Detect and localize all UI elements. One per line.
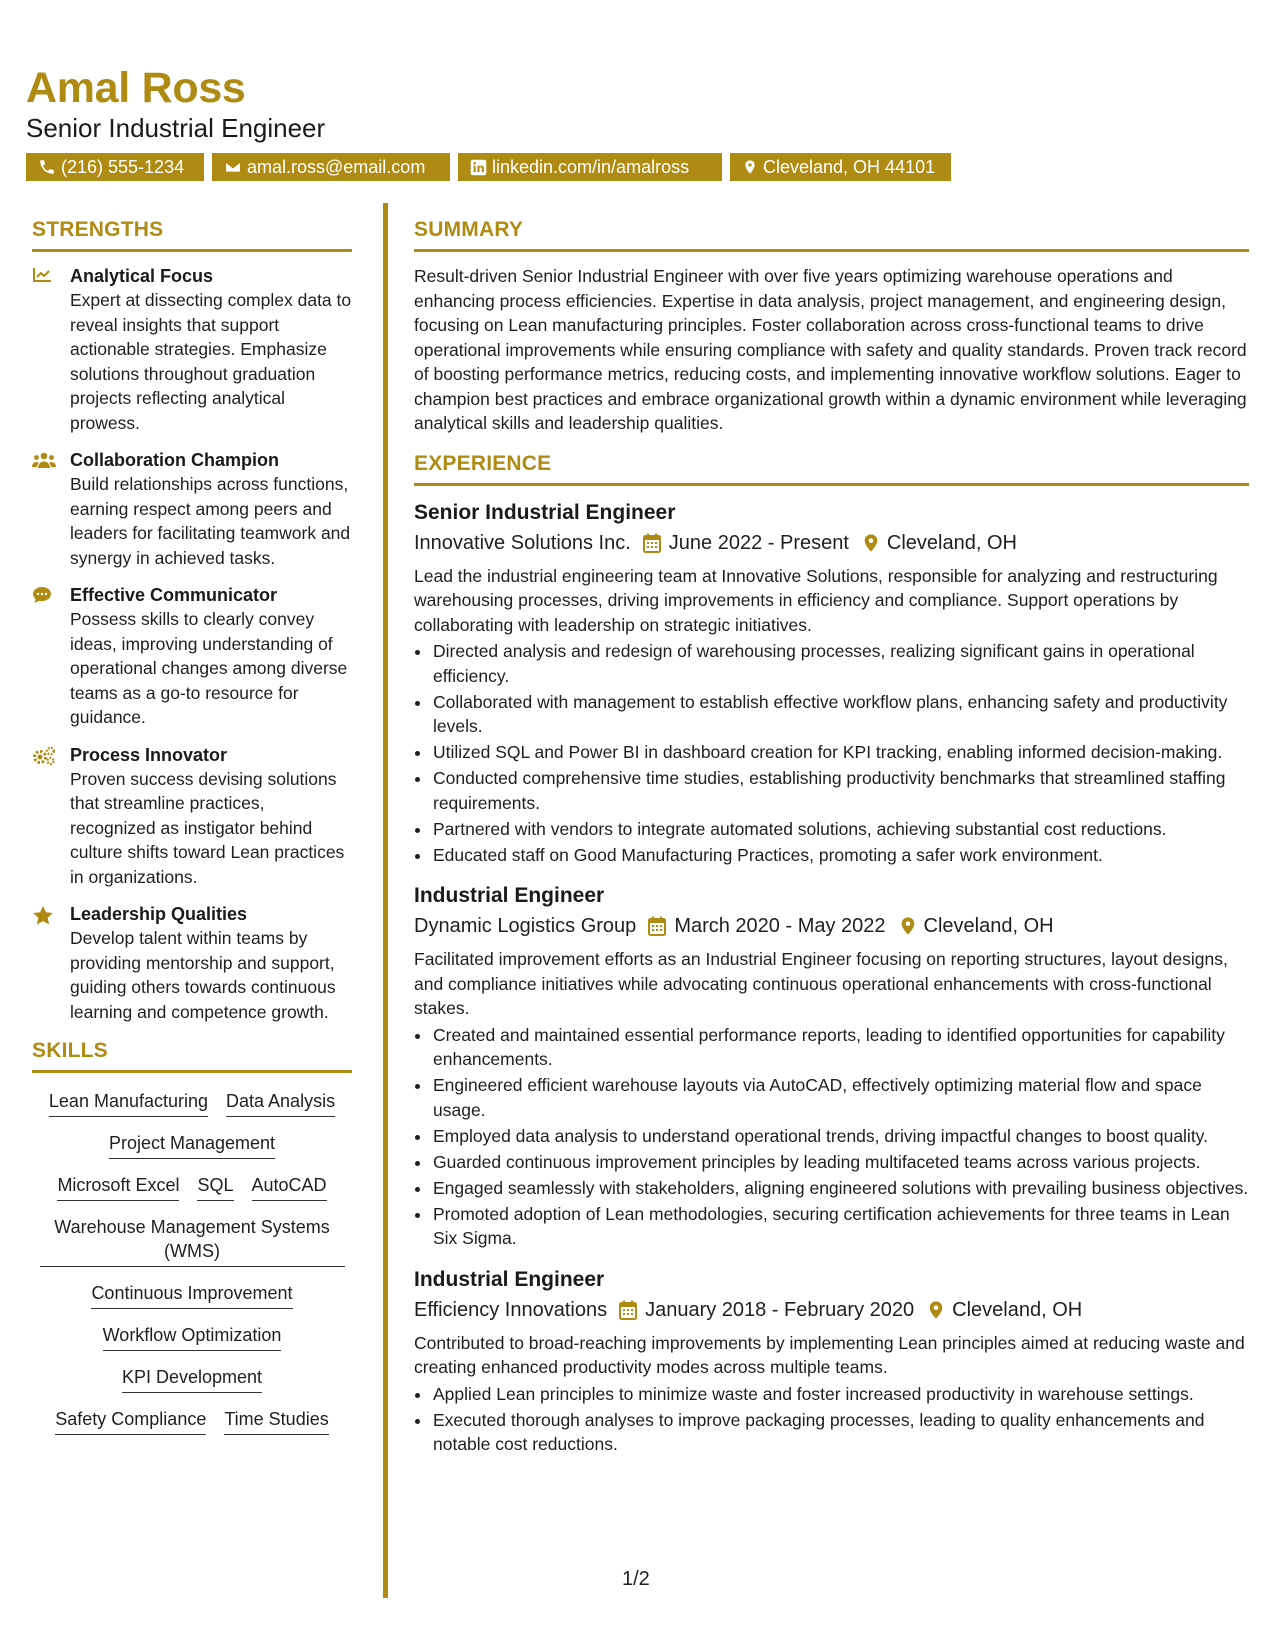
location-pin-icon (863, 533, 879, 553)
summary-heading: SUMMARY (414, 216, 1249, 252)
email-chip[interactable] (212, 153, 450, 181)
right-column (414, 216, 1249, 1471)
candidate-role: Senior Industrial Engineer (26, 113, 326, 143)
calendar-icon (643, 533, 661, 553)
star-icon (32, 905, 54, 926)
envelope-icon (224, 158, 242, 176)
skill-tag: Continuous Improvement (91, 1281, 292, 1309)
skill-tag: AutoCAD (252, 1173, 327, 1201)
chart-line-icon (32, 267, 52, 283)
left-column (32, 216, 352, 1449)
job-bullets (414, 1382, 1249, 1457)
strength-item (32, 743, 352, 890)
strength-item (32, 902, 352, 1024)
users-icon (32, 451, 56, 469)
skills-heading: SKILLS (32, 1037, 352, 1073)
strength-desc: Expert at dissecting complex data to reveal insights that support actionable strategies. Emphasize solutions throughout graduation projects reflecting analytical prowess. (70, 290, 352, 433)
column-divider (383, 203, 388, 1598)
bullet-item: • Collaborated with management to establish effective workflow plans, enhancing safety and productivity levels. (432, 690, 1249, 739)
page-number: 1/2 (622, 1568, 650, 1590)
location-pin-icon (928, 1300, 944, 1320)
bullet-item: • Utilized SQL and Power BI in dashboard creation for KPI tracking, enabling informed decision-making. (432, 740, 1249, 765)
bullet-item: • Directed analysis and redesign of warehousing processes, realizing significant gains in operational efficiency. (432, 639, 1249, 688)
speech-bubble-icon (32, 586, 52, 604)
gears-icon (32, 746, 56, 766)
job-entry (414, 498, 1249, 868)
job-meta (414, 911, 1249, 941)
candidate-name: Amal Ross (26, 64, 246, 112)
linkedin-icon (470, 159, 487, 176)
strength-item (32, 448, 352, 570)
job-description: Facilitated improvement efforts as an Industrial Engineer focusing on reporting structures, layout designs, and compliance initiatives while advocating continuous operational enhancements with cross-functional stakes. (414, 949, 1228, 1018)
job-title: Industrial Engineer (414, 1267, 605, 1291)
skill-tag: Data Analysis (226, 1089, 335, 1117)
job-location: Cleveland, OH (923, 915, 1054, 937)
strength-item (32, 583, 352, 730)
linkedin-text: linkedin.com/in/amalross (492, 156, 690, 177)
job-meta (414, 1295, 1249, 1325)
location-pin-icon (742, 158, 758, 176)
strengths-heading: STRENGTHS (32, 216, 352, 252)
summary-text: Result-driven Senior Industrial Engineer with over five years optimizing warehouse operations and enhancing process efficiencies. Expertise in data analysis, project management, and engineering design, focusing on Lean manufacturing principles. Foster collaboration across cross-functional teams to drive operational improvements while ensuring compliance with safety and quality standards. Proven track record of boosting performance metrics, reducing costs, and implementing innovative workflow solutions. Eager to champion best practices and embrace organizational growth within a dynamic environment while leveraging analytical skills and leadership qualities. (414, 266, 1247, 433)
bullet-item: • Employed data analysis to understand operational trends, driving impactful changes to boost quality. (432, 1124, 1249, 1149)
skill-tag: Project Management (109, 1131, 275, 1159)
strength-desc: Develop talent within teams by providing mentorship and support, guiding others towards continuous learning and competence growth. (70, 928, 336, 1022)
bullet-item: • Created and maintained essential performance reports, leading to identified opportunities for capability enhancements. (432, 1023, 1249, 1072)
strength-title: Collaboration Champion (70, 450, 279, 470)
calendar-icon (648, 916, 666, 936)
skill-tag: Workflow Optimization (103, 1323, 282, 1351)
calendar-icon (619, 1300, 637, 1320)
strength-title: Analytical Focus (70, 266, 214, 286)
job-title: Senior Industrial Engineer (414, 500, 676, 524)
skill-tag: Safety Compliance (55, 1407, 206, 1435)
skill-tag: SQL (197, 1173, 233, 1201)
location-pin-icon (900, 916, 916, 936)
contact-bar (26, 153, 951, 181)
job-dates: March 2020 - May 2022 (674, 915, 886, 937)
bullet-item: • Engineered efficient warehouse layouts via AutoCAD, effectively optimizing material flow and space usage. (432, 1073, 1249, 1122)
job-location: Cleveland, OH (886, 531, 1017, 554)
skill-tag: KPI Development (122, 1365, 262, 1393)
job-dates: June 2022 - Present (668, 531, 849, 554)
strength-title: Effective Communicator (70, 585, 278, 605)
bullet-item: • Educated staff on Good Manufacturing Practices, promoting a safer work environment. (432, 843, 1249, 868)
phone-icon (38, 158, 56, 176)
job-meta (414, 528, 1249, 558)
strength-desc: Possess skills to clearly convey ideas, improving understanding of operational changes among diverse teams as a go-to resource for guidance. (70, 609, 348, 727)
skill-tag: Microsoft Excel (57, 1173, 179, 1201)
bullet-item: • Guarded continuous improvement principles by leading multifaceted teams across various projects. (432, 1150, 1249, 1175)
linkedin-chip[interactable] (458, 153, 722, 181)
strength-item (32, 264, 352, 435)
phone-chip[interactable] (26, 153, 204, 181)
location-text: Cleveland, OH 44101 (763, 156, 936, 177)
job-bullets (414, 639, 1249, 867)
bullet-item: • Engaged seamlessly with stakeholders, aligning engineered solutions with prevailing business objectives. (432, 1176, 1249, 1201)
bullet-item: • Partnered with vendors to integrate automated solutions, achieving substantial cost reductions. (432, 817, 1249, 842)
job-location: Cleveland, OH (952, 1298, 1083, 1321)
email-text: amal.ross@email.com (247, 156, 426, 177)
bullet-item: • Executed thorough analyses to improve packaging processes, leading to quality enhancements and notable cost reductions. (432, 1408, 1249, 1457)
skill-tag: Warehouse Management Systems (WMS) (40, 1215, 345, 1267)
job-bullets (414, 1023, 1249, 1251)
bullet-item: • Conducted comprehensive time studies, establishing productivity benchmarks that streamlined staffing requirements. (432, 766, 1249, 815)
experience-heading: EXPERIENCE (414, 450, 1249, 486)
strength-desc: Build relationships across functions, earning respect among peers and leaders for facilitating teamwork and synergy in achieved tasks. (70, 474, 351, 568)
bullet-item: • Promoted adoption of Lean methodologies, securing certification achievements for three teams in Lean Six Sigma. (432, 1202, 1249, 1251)
location-chip (730, 153, 951, 181)
job-dates: January 2018 - February 2020 (645, 1298, 915, 1321)
job-description: Contributed to broad-reaching improvements by implementing Lean principles aimed at reducing waste and creating enhanced productivity modes across multiple teams. (414, 1332, 1245, 1377)
strength-title: Process Innovator (70, 744, 228, 765)
skill-tag: Time Studies (224, 1407, 328, 1435)
job-company: Dynamic Logistics Group (414, 915, 637, 937)
job-entry (414, 881, 1249, 1251)
job-description: Lead the industrial engineering team at Innovative Solutions, responsible for analyzing and restructuring warehousing processes, driving improvements in efficiency and compliance. Support operations by collaborating with leadership on strategic initiatives. (414, 565, 1218, 635)
job-company: Efficiency Innovations (414, 1298, 608, 1321)
strength-desc: Proven success devising solutions that streamline practices, recognized as instigator behind culture shifts toward Lean practices in organizations. (70, 768, 345, 887)
skill-tag: Lean Manufacturing (49, 1089, 208, 1117)
skills-section (32, 1037, 352, 1435)
job-company: Innovative Solutions Inc. (414, 531, 631, 554)
strength-title: Leadership Qualities (70, 904, 248, 924)
phone-text: (216) 555-1234 (61, 156, 185, 177)
job-title: Industrial Engineer (414, 884, 605, 907)
job-entry (414, 1265, 1249, 1457)
bullet-item: • Applied Lean principles to minimize waste and foster increased productivity in warehouse settings. (432, 1382, 1249, 1407)
